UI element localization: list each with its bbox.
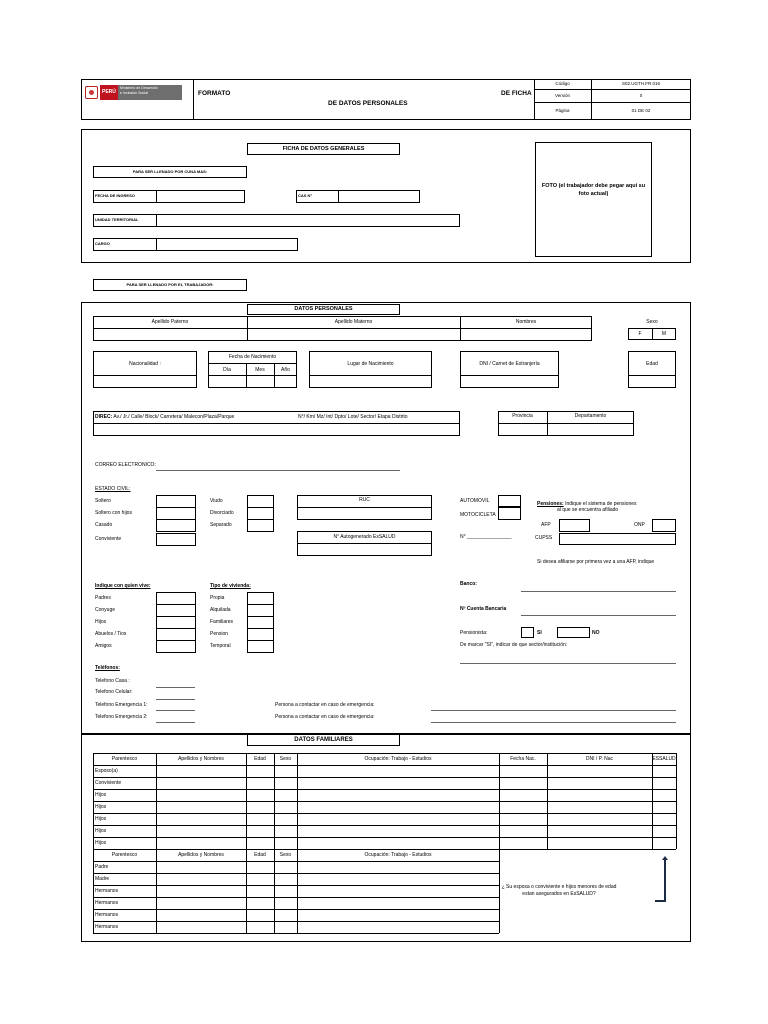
estado-label: Viudo [210,498,223,504]
fam-parentesco: Hermanos [95,912,119,918]
vive-label: Padres [95,595,111,601]
autogenerado-input[interactable] [298,544,431,555]
fam-header: Ocupación: Trabajo - Estudios [364,852,432,858]
logo: PERÚ Ministerio de Desarrollo e Inclusión Social [85,84,188,101]
tel-celular-input[interactable] [156,699,195,700]
sector-input[interactable] [460,663,676,664]
fam-header: Sexo [279,756,292,762]
vivienda-label: Propia [210,595,225,601]
fam-header: DNI / P. Nac [585,756,614,762]
lugar-nacimiento-input[interactable] [310,376,431,387]
motocicleta-checkbox[interactable] [498,507,521,520]
fam-row-input[interactable] [157,826,675,836]
contacto2-input[interactable] [431,722,676,723]
cargo-field[interactable] [93,238,298,251]
peru-emblem-icon [85,86,98,99]
fam-parentesco: Esposo(a) [95,768,118,774]
fam-parentesco: Hijos [95,804,107,810]
fam-row-input[interactable] [157,922,498,932]
datos-familiares-title: DATOS FAMILIARES [247,734,400,746]
fam-row-input[interactable] [157,790,675,800]
estado-civil-label: ESTADO CIVIL: [95,486,131,492]
cupss-input[interactable] [559,533,676,545]
automovil-checkbox[interactable] [498,495,521,507]
tel-casa-input[interactable] [156,687,195,688]
essalud-question: ¿ Su esposa o conviviente e hijos menores de edad estan asegurados en EsSALUD? [501,884,617,898]
ruc-input[interactable] [298,508,431,519]
fam-row-input[interactable] [157,886,498,896]
photo-box [535,142,652,257]
fam-parentesco: Hijos [95,792,107,798]
pensionista-no-checkbox[interactable] [557,627,590,638]
fam-header: Fecha Nac. [510,756,536,762]
placa-field[interactable]: N° ________________ [460,534,512,540]
fam-parentesco: Madre [95,876,110,882]
fam-row-input[interactable] [157,838,675,848]
meta-value: 0 [639,93,643,98]
fam-header: Apellidos y Nombres [178,852,224,858]
vivienda-label: Pension [210,631,229,637]
estado-casado-checkbox[interactable] [156,519,196,532]
estado-label: Casado [95,522,113,528]
pensionista-si-checkbox[interactable] [521,627,534,638]
estado-label: Conviviente [95,536,122,542]
meta-label: Código [555,81,570,86]
datos-personales-title: DATOS PERSONALES [247,304,400,315]
unidad-territorial-field[interactable] [93,214,460,227]
fam-row-input[interactable] [157,862,498,872]
vivienda-label: Familiares [210,619,234,625]
fam-parentesco: Padre [95,864,109,870]
sexo-f-option[interactable]: F [638,331,642,337]
vive-label: Conyuge [95,607,116,613]
fam-parentesco: Hermanos [95,888,119,894]
fam-header: Edad [254,852,266,858]
fam-header: Ocupación: Trabajo - Estudios [364,756,432,762]
vivienda-label: Temporal [210,643,231,649]
fam-header: Parentesco [111,756,138,762]
fam-header: Apellidos y Nombres [178,756,224,762]
fam-row-input[interactable] [157,874,498,884]
apellido-paterno-input[interactable] [94,329,246,340]
logo-ministry: Ministerio de Desarrollo [119,86,158,90]
fam-parentesco: Hermanos [95,900,119,906]
estado-separado-checkbox[interactable] [247,519,274,532]
de-ficha-label: DE FICHA [501,90,532,97]
fam-row-input[interactable] [157,910,498,920]
meta-value: S02.UGTH.FR.016 [621,81,660,86]
dia-input[interactable] [209,376,245,387]
estado-conviviente-checkbox[interactable] [156,533,196,546]
fam-parentesco: Conviviente [95,780,122,786]
fam-header: Sexo [279,852,292,858]
banco-input[interactable] [521,591,676,592]
fam-parentesco: Hijos [95,816,107,822]
tel-emergencia2-input[interactable] [156,722,195,723]
cas-field[interactable] [296,190,420,203]
fam-header: Parentesco [111,852,138,858]
anio-input[interactable] [275,376,296,387]
provincia-input[interactable] [499,424,546,435]
afp-checkbox[interactable] [559,519,590,532]
fam-parentesco: Hijos [95,840,107,846]
fam-row-input[interactable] [157,766,675,776]
essalud-bracket-icon [655,856,667,902]
fam-row-input[interactable] [157,898,498,908]
sexo-label: Sexo [646,319,658,325]
meta-label: Versión [554,93,570,98]
correo-input[interactable] [156,470,400,471]
formato-label: FORMATO [198,90,231,97]
vive-label: Hijos [95,619,107,625]
vive-amigos-checkbox[interactable] [156,640,196,653]
estado-label: Divorciado [210,510,234,516]
vive-label: Amigos [95,643,112,649]
vive-label: Abuelos / Tios [95,631,127,637]
logo-country: PERÚ [100,85,118,100]
fam-header: Edad [254,756,266,762]
estado-label: Soltero con hijos [95,510,132,516]
tel-emergencia1-input[interactable] [156,710,195,711]
cuna-note-box: PARA SER LLENADO POR CUNA MAS: [93,166,247,178]
ficha-general-title: FICHA DE DATOS GENERALES [247,143,400,155]
nombres-input[interactable] [461,329,591,340]
fam-row-input[interactable] [157,802,675,812]
sexo-m-option[interactable]: M [661,331,667,337]
meta-label: Página [555,108,570,113]
estado-label: Soltero [95,498,111,504]
apellido-materno-input[interactable] [248,329,459,340]
fam-row-input[interactable] [157,814,675,824]
estado-label: Separado [210,522,232,528]
fam-parentesco: Hijos [95,828,107,834]
vivienda-label: Alquilada [210,607,231,613]
onp-checkbox[interactable] [652,519,676,532]
cuenta-input[interactable] [521,615,676,616]
document-subtitle: DE DATOS PERSONALES [328,100,408,107]
nacionalidad-input[interactable] [94,376,196,387]
departamento-input[interactable] [548,424,633,435]
fam-row-input[interactable] [157,778,675,788]
direccion-input[interactable] [94,424,459,435]
fam-parentesco: Hermanos [95,924,119,930]
worker-note-box: PARA SER LLENADO POR EL TRABAJADOR: [93,279,247,291]
mes-input[interactable] [247,376,273,387]
contacto1-input[interactable] [431,710,676,711]
fam-header: ESSALUD [652,756,676,762]
edad-input[interactable] [629,376,675,387]
dni-input[interactable] [461,376,558,387]
meta-value: 01 DE 02 [631,108,651,113]
vivienda-temporal-checkbox[interactable] [247,640,274,653]
photo-instruction: FOTO (el trabajador debe pegar aquí su foto actual) [541,183,646,197]
